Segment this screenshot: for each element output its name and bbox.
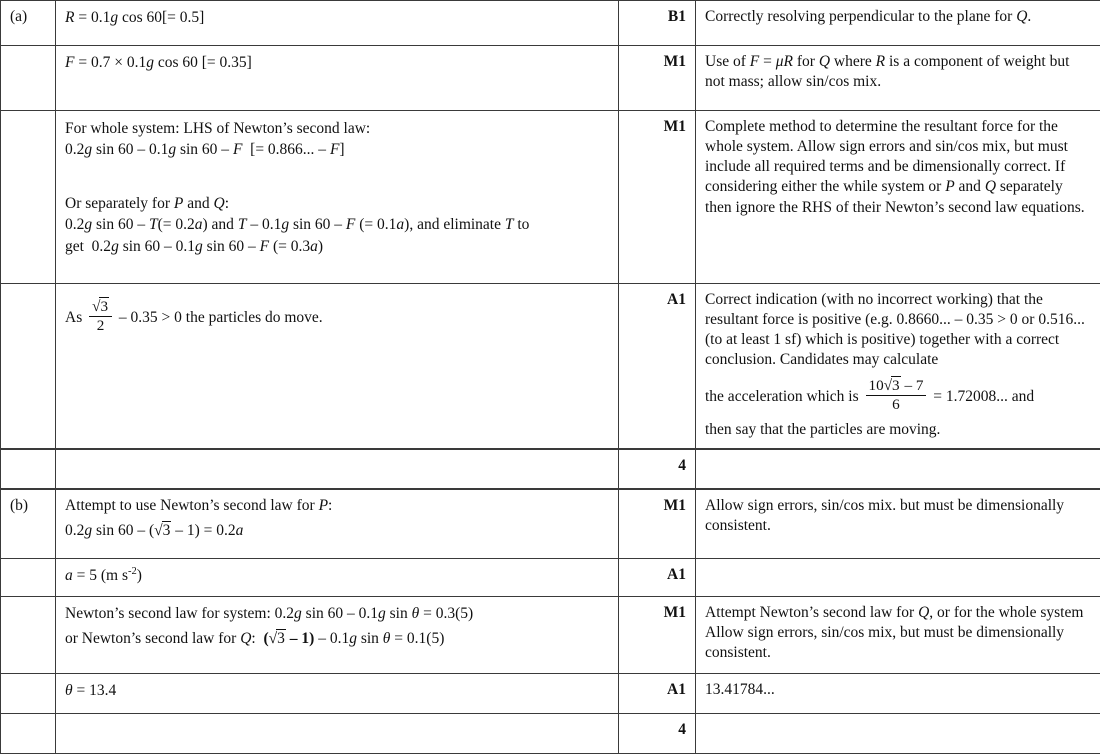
mark-cell-m1: M1 — [619, 111, 696, 284]
math-line: get 0.2g sin 60 – 0.1g sin 60 – F (= 0.3a) — [65, 237, 324, 255]
table-row-total — [1, 714, 1100, 754]
total-mark-b: 4 — [619, 714, 696, 754]
table-row — [1, 284, 1100, 449]
working-cell-a3 — [56, 111, 619, 284]
note-text-lead: Correct indication (with no incorrect working) that the resultant force is positive (e.g. 0.8660... – 0.35 > 0 or 0.516... (to at least 1 sf) which is positive) together with a correct conclusion. Candidates may calculate — [705, 291, 1085, 369]
mark-cell-m1: M1 — [619, 489, 696, 559]
part-label-blank — [1, 674, 56, 714]
note-cell-empty — [696, 714, 1100, 754]
mark-cell-m1: M1 — [619, 597, 696, 674]
mark-cell-a1: A1 — [619, 559, 696, 597]
table-row — [1, 489, 1100, 559]
mark-cell-a1: A1 — [619, 284, 696, 449]
math-line: a = 5 (m $s^{-2}$) — [65, 565, 142, 584]
part-label-blank — [1, 559, 56, 597]
note-cell-b3 — [696, 597, 1100, 674]
math-line: 0.2g sin 60 – 0.1g sin 60 – F [= 0.866... – F] — [65, 141, 345, 159]
working-cell-b1 — [56, 489, 619, 559]
fraction-denominator: 6 — [892, 395, 900, 413]
note-text: Correctly resolving perpendicular to the plane for Q. — [705, 8, 1032, 25]
math-line: θ = 13.4 — [65, 682, 117, 699]
mark-cell-a1: A1 — [619, 674, 696, 714]
math-line: Newton’s second law for system: 0.2g sin 60 – 0.1g sin θ = 0.3(5) — [65, 605, 474, 622]
part-label-blank — [1, 111, 56, 284]
note-cell-a4 — [696, 284, 1100, 449]
math-line: 0.2g sin 60 – T(= 0.2a) and T – 0.1g sin 60 – F (= 0.1a), and eliminate T to — [65, 216, 530, 234]
table-row-total — [1, 449, 1100, 489]
working-cell-empty — [56, 449, 619, 489]
table-row — [1, 111, 1100, 284]
note-text: Use of F = μR for Q where R is a component of weight but not mass; allow sin/cos mix. — [705, 53, 1070, 91]
table-row — [1, 559, 1100, 597]
math-line: or Newton’s second law for Q: (√3 – 1) – 0.1g sin θ = 0.1(5) — [65, 630, 445, 648]
math-line: F = 0.7 × 0.1g cos 60 [= 0.35] — [65, 54, 252, 71]
text-line: Attempt to use Newton’s second law for P: — [65, 496, 333, 514]
fraction — [89, 299, 112, 334]
total-mark-a: 4 — [619, 449, 696, 489]
note-text: Allow sign errors, sin/cos mix. but must be dimensionally consistent. — [705, 496, 1065, 534]
fraction-denominator: 2 — [96, 316, 105, 334]
part-label-blank — [1, 714, 56, 754]
table-row — [1, 46, 1100, 111]
mark-cell-b1: B1 — [619, 1, 696, 46]
working-cell-a2 — [56, 46, 619, 111]
table-row — [1, 597, 1100, 674]
working-cell-b2 — [56, 559, 619, 597]
part-label-a: (a) — [1, 1, 56, 46]
note-fraction-prefix: the acceleration which is — [705, 387, 859, 405]
mark-cell-m1: M1 — [619, 46, 696, 111]
note-text: Attempt Newton’s second law for Q, or for the whole system Allow sign errors, sin/cos mix, but must be dimensionally consistent. — [705, 604, 1088, 662]
table-row — [1, 674, 1100, 714]
working-cell-a1 — [56, 1, 619, 46]
part-label-blank — [1, 46, 56, 111]
text-line: Or separately for P and Q: — [65, 195, 230, 213]
part-label-blank — [1, 597, 56, 674]
note-fraction-suffix: = 1.72008... and — [933, 387, 1035, 405]
note-fraction-line — [705, 378, 1091, 413]
note-text: Complete method to determine the resultant force for the whole system. Allow sign errors and sin/cos mix, but must include all required terms and be dimensionally correct. If considering either the while system or P and Q separately then ignore the RHS of their Newton’s second law equations. — [705, 118, 1085, 216]
math-line: 0.2g sin 60 – (√3 – 1) = 0.2a — [65, 521, 244, 539]
note-text-tail: then say that the particles are moving. — [705, 421, 941, 439]
fraction-numerator: √3 — [89, 299, 112, 317]
note-cell-a3 — [696, 111, 1100, 284]
note-cell-empty — [696, 449, 1100, 489]
note-cell-empty — [696, 559, 1100, 597]
working-cell-b4 — [56, 674, 619, 714]
part-label-b: (b) — [1, 489, 56, 559]
fraction — [866, 378, 927, 413]
part-label-blank — [1, 449, 56, 489]
text-line: For whole system: LHS of Newton’s second law: — [65, 120, 371, 137]
working-cell-a4 — [56, 284, 619, 449]
table-row — [1, 1, 1100, 46]
note-cell-a2 — [696, 46, 1100, 111]
working-cell-empty — [56, 714, 619, 754]
math-line-fraction: As $\frac{√3}{2}$ – 0.35 > 0 the particles do move. — [65, 298, 323, 334]
working-cell-b3 — [56, 597, 619, 674]
math-line: R = 0.1g cos 60[= 0.5] — [65, 9, 205, 26]
spacer — [65, 160, 609, 194]
note-cell-a1 — [696, 1, 1100, 46]
note-cell-b1 — [696, 489, 1100, 559]
part-label-blank — [1, 284, 56, 449]
note-cell-b4: 13.41784... — [696, 674, 1100, 714]
fraction-numerator: 10√3 – 7 — [866, 378, 927, 396]
